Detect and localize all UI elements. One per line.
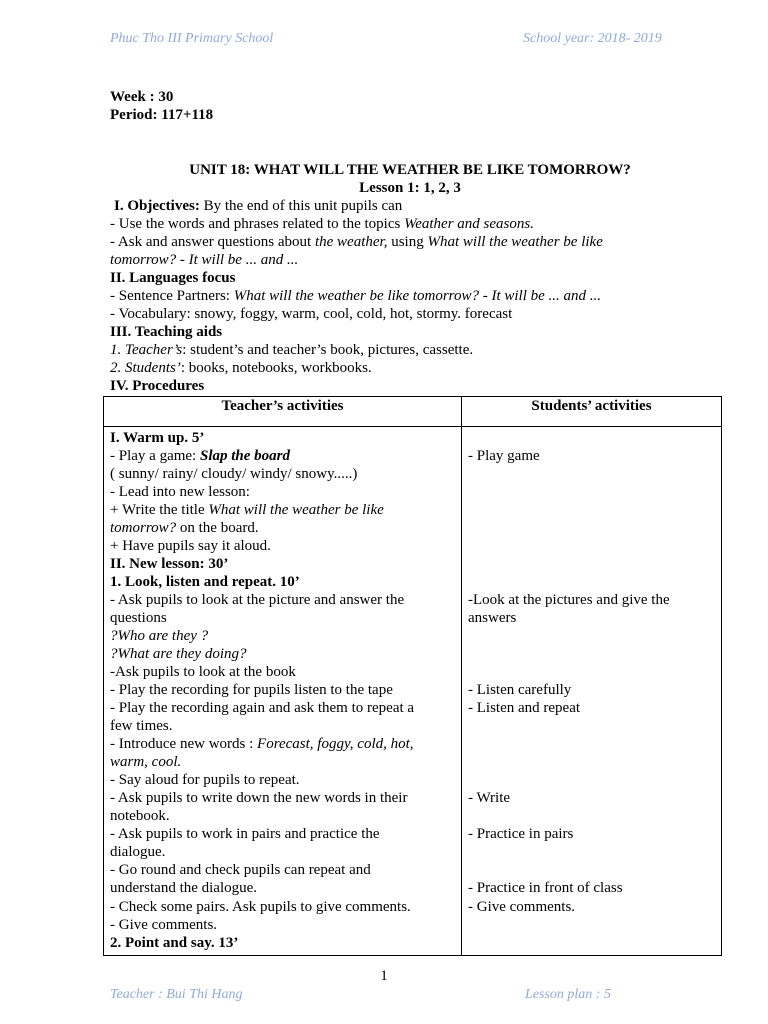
aids-teacher-label: 1. Teacher’s bbox=[110, 342, 183, 358]
on-board-text: on the board. bbox=[176, 520, 259, 536]
col-teacher-activities: Teacher’s activities bbox=[104, 397, 462, 427]
aids-students-text: : books, notebooks, workbooks. bbox=[180, 360, 372, 376]
list-item: questions bbox=[110, 610, 167, 626]
list-item: - Go round and check pupils can repeat and bbox=[110, 862, 371, 878]
list-item: ( sunny/ rainy/ cloudy/ windy/ snowy.....) bbox=[110, 466, 358, 482]
list-item bbox=[110, 447, 290, 465]
new-words: Forecast, foggy, cold, hot, bbox=[257, 736, 414, 752]
sentence-patterns-label: - Sentence Partners: bbox=[110, 288, 234, 304]
objective-2-using: using bbox=[387, 234, 428, 250]
play-game-text: - Play a game: bbox=[110, 448, 200, 464]
look-listen-heading: 1. Look, listen and repeat. 10’ bbox=[110, 574, 300, 590]
unit-title: UNIT 18: WHAT WILL THE WEATHER BE LIKE TOMORROW? bbox=[189, 162, 631, 178]
list-item: - Say aloud for pupils to repeat. bbox=[110, 772, 300, 788]
objectives-heading: I. Objectives: bbox=[114, 198, 200, 214]
objective-2-topic: the weather, bbox=[314, 234, 388, 250]
students-cell bbox=[462, 427, 722, 956]
aids-students bbox=[110, 359, 372, 377]
list-item: -Ask pupils to look at the book bbox=[110, 664, 296, 680]
objective-1 bbox=[110, 215, 534, 233]
header-school: Phuc Tho III Primary School bbox=[110, 31, 274, 46]
list-item: dialogue. bbox=[110, 844, 166, 860]
vocabulary-line: - Vocabulary: snowy, foggy, warm, cool, cold, hot, stormy. forecast bbox=[110, 306, 513, 322]
objective-2-text: - Ask and answer questions about bbox=[110, 234, 315, 250]
objective-2 bbox=[110, 233, 603, 251]
list-item: - Write bbox=[468, 790, 511, 806]
lesson-title-ref: What will the weather be like bbox=[208, 502, 384, 518]
objective-1-topic: Weather and seasons. bbox=[404, 216, 534, 232]
objective-2-cont: tomorrow? - It will be ... and ... bbox=[110, 252, 299, 268]
footer-lesson-plan: Lesson plan : 5 bbox=[525, 987, 611, 1002]
point-say-heading: 2. Point and say. 13’ bbox=[110, 935, 239, 951]
teaching-aids-heading: III. Teaching aids bbox=[110, 324, 223, 340]
list-item: - Ask pupils to write down the new words in their bbox=[110, 790, 408, 806]
aids-teacher bbox=[110, 341, 473, 359]
period-label: Period: 117+118 bbox=[110, 107, 214, 123]
list-item: - Give comments. bbox=[110, 917, 218, 933]
objectives-line bbox=[114, 197, 402, 215]
sentence-patterns-text: What will the weather be like tomorrow? - It will be ... and ... bbox=[233, 288, 602, 304]
list-item: - Listen and repeat bbox=[468, 700, 581, 716]
list-item: - Practice in pairs bbox=[468, 826, 574, 842]
aids-students-label: 2. Students’ bbox=[110, 360, 181, 376]
list-item: - Practice in front of class bbox=[468, 880, 623, 896]
list-item: - Lead into new lesson: bbox=[110, 484, 250, 500]
list-item: - Play the recording for pupils listen to the tape bbox=[110, 682, 393, 698]
objective-1-text: - Use the words and phrases related to the topics bbox=[110, 216, 405, 232]
page-number: 1 bbox=[380, 968, 388, 984]
new-words-cont: warm, cool. bbox=[110, 754, 182, 770]
list-item: notebook. bbox=[110, 808, 170, 824]
question-item: ?What are they doing? bbox=[110, 646, 247, 662]
col-students-activities: Students’ activities bbox=[462, 397, 722, 427]
objective-2-question: What will the weather be like bbox=[427, 234, 603, 250]
list-item bbox=[110, 501, 384, 519]
warm-up-heading: I. Warm up. 5’ bbox=[110, 430, 205, 446]
list-item: - Give comments. bbox=[468, 899, 576, 915]
languages-focus-heading: II. Languages focus bbox=[110, 270, 236, 286]
list-item bbox=[110, 735, 414, 753]
procedures-heading: IV. Procedures bbox=[110, 378, 205, 394]
list-item: few times. bbox=[110, 718, 173, 734]
lesson-title-ref-cont: tomorrow? bbox=[110, 520, 177, 536]
write-title-text: + Write the title bbox=[110, 502, 209, 518]
list-item bbox=[110, 519, 259, 537]
list-item: answers bbox=[468, 610, 517, 626]
new-lesson-heading: II. New lesson: 30’ bbox=[110, 556, 229, 572]
list-item: - Check some pairs. Ask pupils to give comments. bbox=[110, 899, 411, 915]
introduce-words-text: - Introduce new words : bbox=[110, 736, 258, 752]
lesson-title: Lesson 1: 1, 2, 3 bbox=[359, 180, 461, 196]
table-header-row bbox=[104, 397, 722, 427]
sentence-patterns bbox=[110, 287, 601, 305]
teacher-cell bbox=[104, 427, 462, 956]
list-item: - Ask pupils to look at the picture and answer the bbox=[110, 592, 405, 608]
list-item: - Listen carefully bbox=[468, 682, 572, 698]
list-item: + Have pupils say it aloud. bbox=[110, 538, 271, 554]
question-item: ?Who are they ? bbox=[110, 628, 209, 644]
aids-teacher-text: : student’s and teacher’s book, pictures, cassette. bbox=[182, 342, 474, 358]
list-item: - Ask pupils to work in pairs and practice the bbox=[110, 826, 380, 842]
header-school-year: School year: 2018- 2019 bbox=[523, 31, 662, 46]
list-item: -Look at the pictures and give the bbox=[468, 592, 670, 608]
list-item: understand the dialogue. bbox=[110, 880, 258, 896]
objectives-text: By the end of this unit pupils can bbox=[199, 198, 403, 214]
procedures-table bbox=[103, 396, 722, 956]
week-label: Week : 30 bbox=[110, 89, 174, 105]
footer-teacher: Teacher : Bui Thi Hang bbox=[110, 987, 243, 1002]
table-row bbox=[104, 427, 722, 956]
game-name: Slap the board bbox=[199, 448, 290, 464]
list-item: - Play game bbox=[468, 448, 540, 464]
list-item: - Play the recording again and ask them to repeat a bbox=[110, 700, 415, 716]
